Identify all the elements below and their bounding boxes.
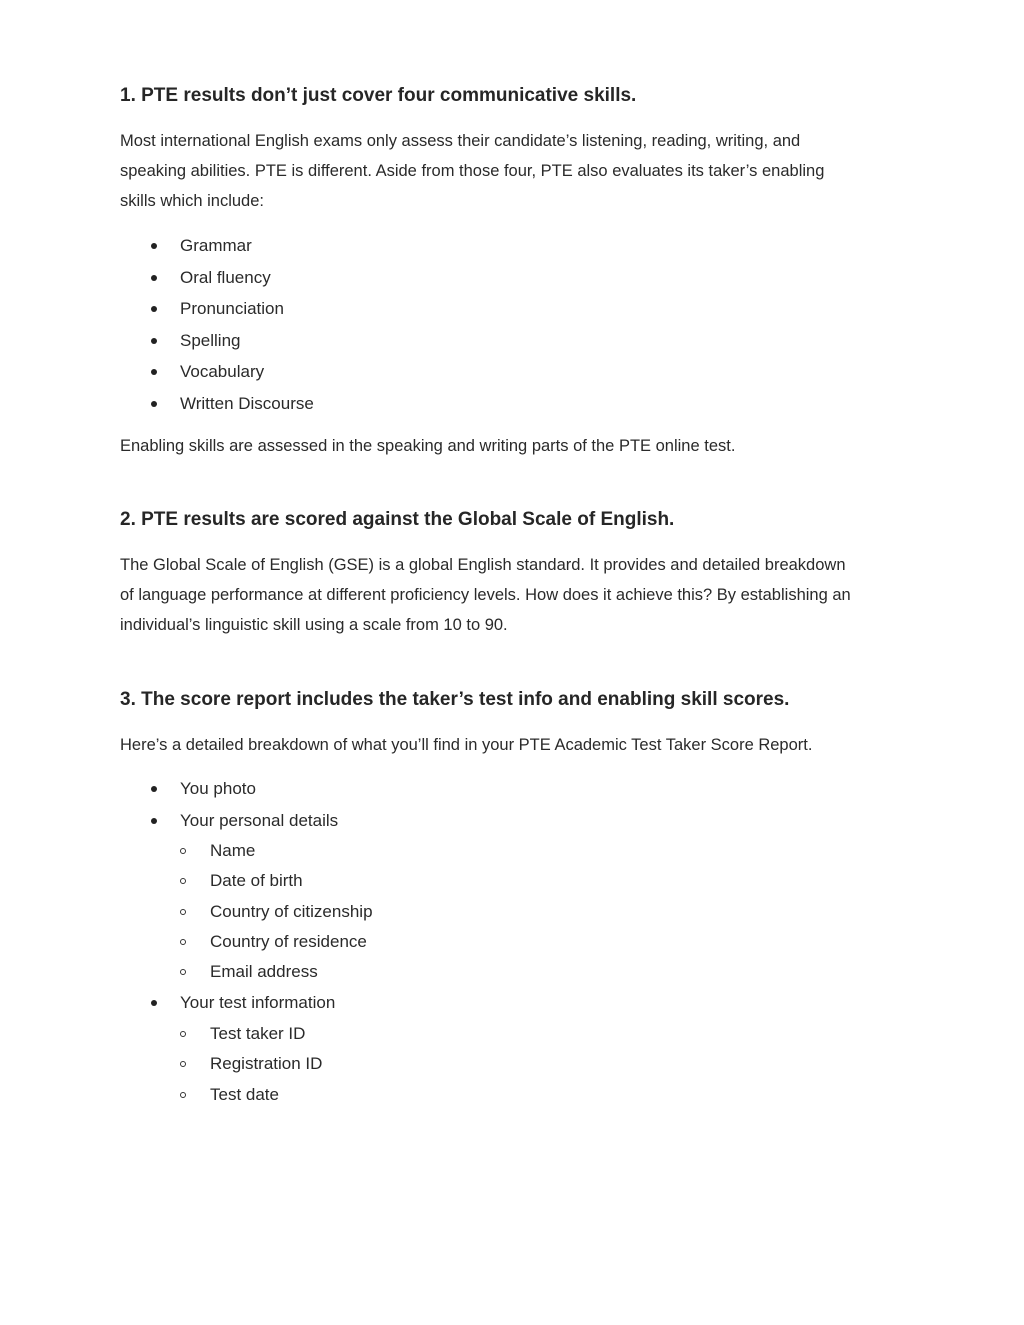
sub-list-item: Country of residence [0,927,373,957]
paragraph-line: individual’s linguistic skill using a scale from 10 to 90. [120,616,508,634]
sub-list-item: Test taker ID [0,1019,373,1049]
sub-list-item: Email address [0,957,373,987]
section-3-heading: 3. The score report includes the taker’s test info and enabling skill scores. [120,689,790,710]
list-item: Written Discourse [0,388,314,420]
section-2-paragraph [120,550,920,640]
section-1-paragraph [120,126,920,216]
list-item: Your test information [0,987,373,1019]
section-2-heading: 2. PTE results are scored against the Global Scale of English. [120,509,675,530]
enabling-skills-list [0,230,314,419]
paragraph-line: The Global Scale of English (GSE) is a global English standard. It provides and detailed breakdown [120,556,846,574]
section-3-intro: Here’s a detailed breakdown of what you’ll find in your PTE Academic Test Taker Score Report. [120,736,813,754]
section-1-closing: Enabling skills are assessed in the speaking and writing parts of the PTE online test. [120,437,736,455]
sub-list-item: Date of birth [0,866,373,896]
sub-list-item: Name [0,836,373,866]
list-item: Pronunciation [0,293,314,325]
paragraph-line: speaking abilities. PTE is different. Aside from those four, PTE also evaluates its taker’s enabling [120,162,825,180]
paragraph-line: Most international English exams only assess their candidate’s listening, reading, writing, and [120,132,801,150]
paragraph-line: skills which include: [120,192,264,210]
sub-list-item: Registration ID [0,1049,373,1079]
paragraph-line: of language performance at different proficiency levels. How does it achieve this? By establishing an [120,586,851,604]
list-item: Spelling [0,325,314,357]
sub-list-item: Test date [0,1080,373,1110]
list-item: Oral fluency [0,262,314,294]
list-item: You photo [0,773,373,805]
sub-list-item: Country of citizenship [0,897,373,927]
list-item: Your personal details [0,805,373,837]
section-1-heading: 1. PTE results don’t just cover four communicative skills. [120,85,637,106]
list-item: Grammar [0,230,314,262]
list-item: Vocabulary [0,356,314,388]
score-report-list [0,773,373,1110]
